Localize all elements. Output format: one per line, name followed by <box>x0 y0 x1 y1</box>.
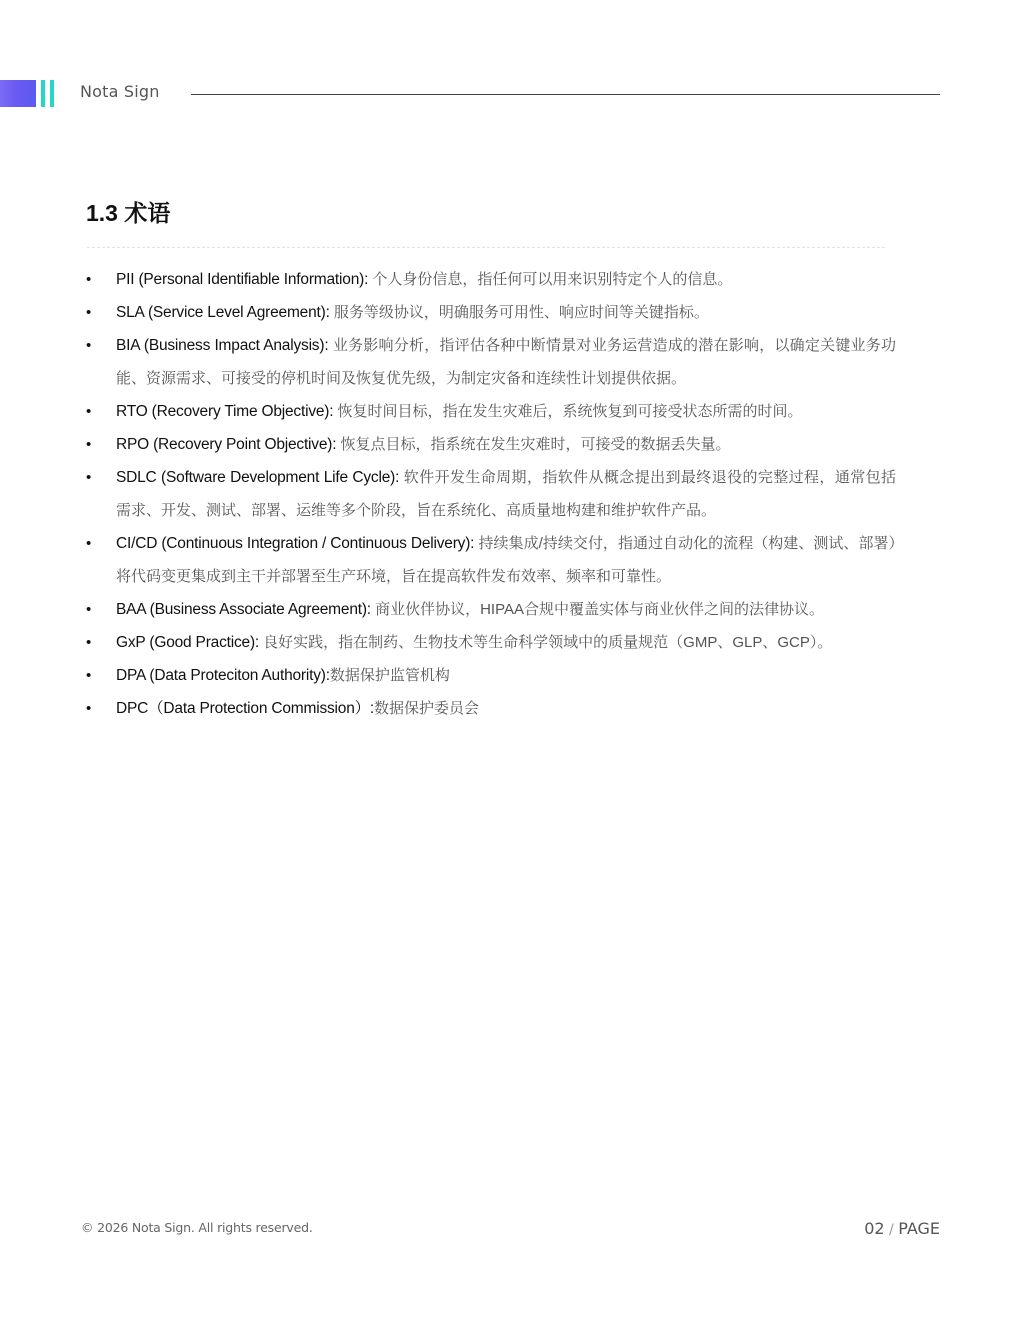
header-divider <box>191 94 940 95</box>
term-item-pii <box>86 263 896 296</box>
term-name: SLA (Service Level Agreement): <box>116 304 330 321</box>
page-number: 02 <box>864 1219 885 1238</box>
bullet-icon: • <box>86 337 92 354</box>
term-name: DPC（Data Protection Commission）: <box>116 700 375 717</box>
section-title: 1.3 术语 <box>86 200 171 226</box>
term-item-sla <box>86 296 896 329</box>
term-name: BIA (Business Impact Analysis): <box>116 337 329 354</box>
title-divider <box>87 247 885 248</box>
page-indicator <box>864 1219 940 1238</box>
term-description: 数据保护监管机构 <box>329 667 450 684</box>
bullet-icon: • <box>86 634 92 651</box>
term-description: 个人身份信息，指任何可以用来识别特定个人的信息。 <box>368 271 733 288</box>
term-name: CI/CD (Continuous Integration / Continuous Delivery): <box>116 535 475 552</box>
terms-list <box>86 263 896 725</box>
term-item-cicd <box>86 527 896 593</box>
bullet-icon: • <box>86 271 92 288</box>
term-item-gxp <box>86 626 896 659</box>
term-item-rto <box>86 395 896 428</box>
term-item-sdlc <box>86 461 896 527</box>
term-name: GxP (Good Practice): <box>116 634 260 651</box>
header-accent-stripe <box>41 80 45 107</box>
term-description: 数据保护委员会 <box>374 700 480 717</box>
term-description: 服务等级协议，明确服务可用性、响应时间等关键指标。 <box>329 304 709 321</box>
term-description: 恢复时间目标，指在发生灾难后，系统恢复到可接受状态所需的时间。 <box>333 403 803 420</box>
term-item-dpa <box>86 659 896 692</box>
term-item-bia <box>86 329 896 395</box>
bullet-icon: • <box>86 469 92 486</box>
brand-name: Nota Sign <box>80 82 160 101</box>
term-description: 良好实践，指在制药、生物技术等生命科学领域中的质量规范（GMP、GLP、GCP）。 <box>259 634 833 651</box>
page-label: PAGE <box>898 1219 940 1238</box>
term-name: DPA (Data Proteciton Authority): <box>116 667 330 684</box>
bullet-icon: • <box>86 700 92 717</box>
bullet-icon: • <box>86 601 92 618</box>
page-separator: / <box>884 1222 899 1238</box>
header-accent-bar <box>0 80 44 107</box>
header-accent-gradient <box>0 80 36 107</box>
term-description: 业务影响分析，指评估各种中断情景对业务运营造成的潜在影响，以确定关键业务功能、资源需求、可接受的停机时间及恢复优先级，为制定灾备和连续性计划提供依据。 <box>116 337 897 387</box>
term-name: RPO (Recovery Point Objective): <box>116 436 337 453</box>
bullet-icon: • <box>86 304 92 321</box>
term-name: BAA (Business Associate Agreement): <box>116 601 371 618</box>
term-name: RTO (Recovery Time Objective): <box>116 403 334 420</box>
term-item-rpo <box>86 428 896 461</box>
term-name: PII (Personal Identifiable Information): <box>116 271 369 288</box>
bullet-icon: • <box>86 535 92 552</box>
term-item-baa <box>86 593 896 626</box>
term-item-dpc <box>86 692 896 725</box>
term-description: 持续集成/持续交付，指通过自动化的流程（构建、测试、部署）将代码变更集成到主干并部署至生产环境，旨在提高软件发布效率、频率和可靠性。 <box>116 535 896 585</box>
header-accent-stripe <box>50 80 54 107</box>
term-description: 恢复点目标，指系统在发生灾难时，可接受的数据丢失量。 <box>336 436 731 453</box>
footer-copyright: © 2026 Nota Sign. All rights reserved. <box>81 1220 313 1235</box>
bullet-icon: • <box>86 436 92 453</box>
term-description: 商业伙伴协议，HIPAA合规中覆盖实体与商业伙伴之间的法律协议。 <box>370 601 824 618</box>
term-description: 软件开发生命周期，指软件从概念提出到最终退役的完整过程，通常包括需求、开发、测试、部署、运维等多个阶段，旨在系统化、高质量地构建和维护软件产品。 <box>116 469 897 519</box>
bullet-icon: • <box>86 403 92 420</box>
bullet-icon: • <box>86 667 92 684</box>
term-name: SDLC (Software Development Life Cycle): <box>116 469 400 486</box>
